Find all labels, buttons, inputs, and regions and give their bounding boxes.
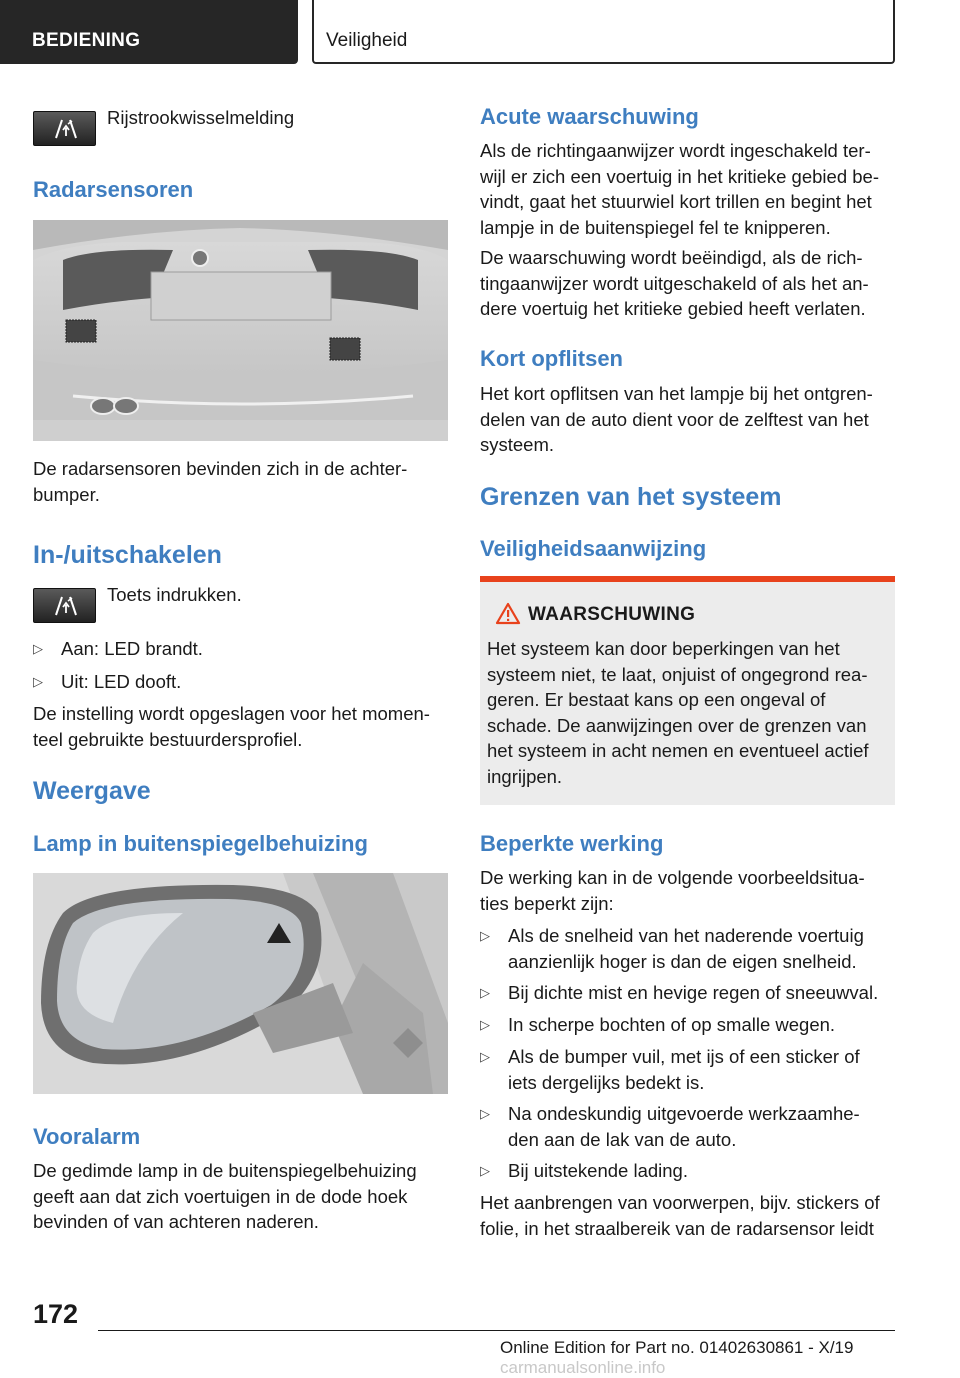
list-item: ▷ In scherpe bochten of op smalle wegen. xyxy=(480,1012,895,1038)
header-chapter-tab xyxy=(312,0,895,64)
header-chapter-title: Veiligheid xyxy=(326,30,408,51)
bullet-arrow-icon: ▷ xyxy=(480,1017,490,1032)
lane-change-icon xyxy=(53,118,79,140)
header-section-tab xyxy=(0,0,298,64)
list-item: ▷ Als de bumper vuil, met ijs of een sticker of iets dergelijks bedekt is. xyxy=(480,1046,860,1093)
radar-caption: De radarsensoren bevinden zich in de achter- bumper. xyxy=(33,458,408,505)
list-item: ▷ Na ondeskundig uitgevoerde werkzaamhe- den aan de lak van de auto. xyxy=(480,1103,860,1150)
mirror-image xyxy=(33,873,448,1094)
acute-paragraph-2: De waarschuwing wordt beëindigd, als de rich- tingaanwijzer wordt uitgeschakeld of als het an- dere voertuig het kritieke gebied heeft verlaten. xyxy=(480,247,869,319)
warning-text: Het systeem kan door beperkingen van het systeem niet, te laat, onjuist of ongegrond rea- geren. Er bestaat kans op een ongeval of schade. De aanwijzingen over de grenzen van het systeem in acht nemen en eventueel actief ingrijpen. xyxy=(487,638,869,787)
list-item: ▷ Aan: LED brandt. xyxy=(33,636,448,662)
heading-lamp-buitenspiegel: Lamp in buitenspiegelbehuizing xyxy=(33,831,368,856)
bullet-arrow-icon: ▷ xyxy=(480,928,490,943)
list-item: ▷ Uit: LED dooft. xyxy=(33,669,448,695)
list-item: ▷ Bij dichte mist en hevige regen of sneeuwval. xyxy=(480,980,895,1006)
heading-veiligheidsaanwijzing: Veiligheidsaanwijzing xyxy=(480,536,707,561)
bullet-arrow-icon: ▷ xyxy=(480,1163,490,1178)
prealarm-text: De gedimde lamp in de buitenspiegelbehuizing geeft aan dat zich voertuigen in de dode hoek bevinden of van achteren naderen. xyxy=(33,1160,417,1232)
list-item: ▷ Als de snelheid van het naderende voertuig aanzienlijk hoger is dan de eigen snelheid. xyxy=(480,925,864,972)
bullet-arrow-icon: ▷ xyxy=(33,674,43,689)
limited-intro: De werking kan in de volgende voorbeeldsitua- ties beperkt zijn: xyxy=(480,867,865,914)
car-rear-image xyxy=(33,220,448,441)
page-number: 172 xyxy=(33,1299,79,1329)
footer-edition-text: Online Edition for Part no. 01402630861 - X/19 xyxy=(500,1338,854,1357)
bullet-arrow-icon: ▷ xyxy=(33,641,43,656)
lane-change-button-icon xyxy=(33,111,96,146)
warning-triangle-icon xyxy=(495,602,521,625)
heading-kort-opflitsen: Kort opflitsen xyxy=(480,346,623,371)
icon-label-press: Toets indrukken. xyxy=(107,584,242,605)
icon-label-lane-change: Rijstrookwisselmelding xyxy=(107,107,295,128)
warning-bar xyxy=(480,576,895,582)
heading-grenzen-systeem: Grenzen van het systeem xyxy=(480,483,782,511)
bullet-arrow-icon: ▷ xyxy=(480,985,490,1000)
lane-change-icon-2 xyxy=(53,595,79,617)
heading-beperkte-werking: Beperkte werking xyxy=(480,831,664,856)
heading-vooralarm: Vooralarm xyxy=(33,1124,141,1149)
onoff-description: De instelling wordt opgeslagen voor het momen- teel gebruikte bestuurdersprofiel. xyxy=(33,703,430,750)
warning-title: WAARSCHUWING xyxy=(528,604,696,625)
warning-box xyxy=(480,576,895,805)
footer-edition xyxy=(500,1338,960,1378)
acute-paragraph-1: Als de richtingaanwijzer wordt ingeschakeld ter- wijl er zich een voertuig in het kritieke gebied be- vindt, gaat het stuurwiel kort trillen en begint het lampje in de buitenspiegel fel te knipperen. xyxy=(480,140,879,238)
heading-acute-waarschuwing: Acute waarschuwing xyxy=(480,104,699,129)
list-item: ▷ Bij uitstekende lading. xyxy=(480,1158,895,1184)
bullet-arrow-icon: ▷ xyxy=(480,1049,490,1064)
bullet-arrow-icon: ▷ xyxy=(480,1106,490,1121)
heading-weergave: Weergave xyxy=(33,777,151,805)
toggle-button-icon xyxy=(33,588,96,623)
header-section-title: BEDIENING xyxy=(32,30,141,51)
closing-text: Het aanbrengen van voorwerpen, bijv. stickers of folie, in het straalbereik van de radarsensor leidt xyxy=(480,1192,880,1239)
heading-radarsensoren: Radarsensoren xyxy=(33,177,194,202)
footer-watermark: carmanualsonline.info xyxy=(500,1358,666,1377)
heading-in-uitschakelen: In-/uitschakelen xyxy=(33,541,222,569)
footer-divider xyxy=(98,1330,895,1331)
flash-text: Het kort opflitsen van het lampje bij het ontgren- delen van de auto dient voor de zelftest van het systeem. xyxy=(480,383,873,455)
